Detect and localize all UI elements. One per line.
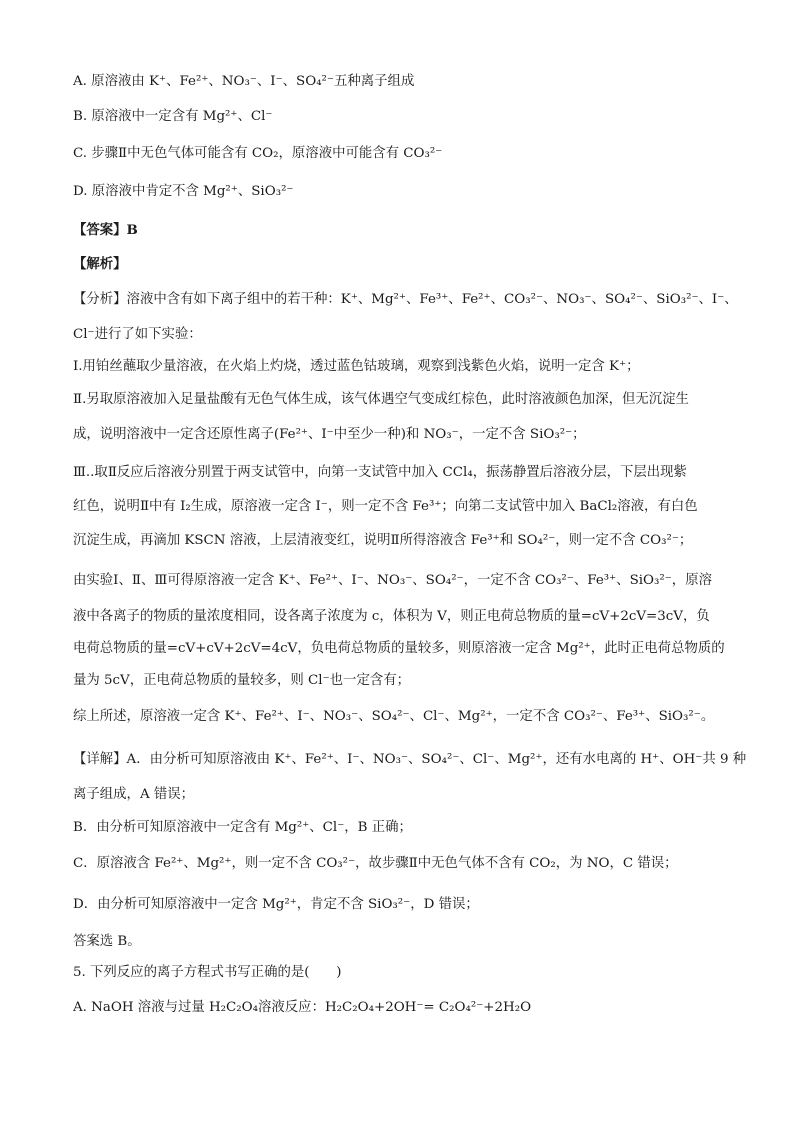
step-3-line: Ⅲ..取Ⅱ反应后溶液分别置于两支试管中，向第一支试管中加入 CCl₄，振荡静置后溶液分层，下层出现紫	[73, 465, 687, 480]
option-b: B. 原溶液中一定含有 Mg²⁺、Cl⁻	[73, 109, 273, 124]
question-5-stem: 5. 下列反应的离子方程式书写正确的是( )	[73, 965, 342, 980]
answer-line: 【答案】B	[73, 222, 138, 238]
answer-choice-line: 答案选 B。	[73, 934, 141, 949]
analysis-paragraph-line: Cl⁻进行了如下实验：	[73, 327, 202, 342]
inference-line: 由实验Ⅰ、Ⅱ、Ⅲ可得原溶液一定含 K⁺、Fe²⁺、I⁻、NO₃⁻、SO₄²⁻，一定不含 CO₃²⁻、Fe³⁺、SiO₃²⁻，原溶	[73, 573, 712, 588]
step-1-line: Ⅰ.用铂丝蘸取少量溶液，在火焰上灼烧，透过蓝色钴玻璃，观察到浅紫色火焰，说明一定含 K⁺；	[73, 359, 640, 374]
detail-line: 离子组成，A 错误；	[73, 787, 195, 802]
summary-line: 综上所述，原溶液一定含 K⁺、Fe²⁺、I⁻、NO₃⁻、SO₄²⁻、Cl⁻、Mg²⁺，一定不含 CO₃²⁻、Fe³⁺、SiO₃²⁻。	[73, 709, 715, 724]
inference-line: 量为 5cV，正电荷总物质的量较多，则 Cl⁻也一定含有；	[73, 673, 411, 688]
inference-line: 液中各离子的物质的量浓度相同，设各离子浓度为 c，体积为 V，则正电荷总物质的量=cV+2cV=3cV，负	[73, 609, 710, 624]
analysis-paragraph-line: 【分析】溶液中含有如下离子组中的若干种：K⁺、Mg²⁺、Fe³⁺、Fe²⁺、CO₃²⁻、NO₃⁻、SO₄²⁻、SiO₃²⁻、I⁻、	[73, 292, 738, 307]
option-a: A. 原溶液由 K⁺、Fe²⁺、NO₃⁻、I⁻、SO₄²⁻五种离子组成	[73, 74, 415, 89]
detail-line: D．由分析可知原溶液中一定含 Mg²⁺，肯定不含 SiO₃²⁻，D 错误；	[73, 897, 479, 912]
step-3-line: 红色，说明Ⅱ中有 I₂生成，原溶液一定含 I⁻，则一定不含 Fe³⁺；向第二支试管中加入 BaCl₂溶液，有白色	[73, 499, 698, 514]
detail-line: B．由分析可知原溶液中一定含有 Mg²⁺、Cl⁻，B 正确；	[73, 820, 412, 835]
option-d: D. 原溶液中肯定不含 Mg²⁺、SiO₃²⁻	[73, 184, 294, 199]
option-c: C. 步骤Ⅱ中无色气体可能含有 CO₂，原溶液中可能含有 CO₃²⁻	[73, 146, 443, 161]
detail-line: 【详解】A．由分析可知原溶液由 K⁺、Fe²⁺、I⁻、NO₃⁻、SO₄²⁻、Cl⁻、Mg²⁺，还有水电离的 H⁺、OH⁻共 9 种	[73, 752, 747, 767]
detail-line: C．原溶液含 Fe²⁺、Mg²⁺，则一定不含 CO₃²⁻，故步骤Ⅱ中无色气体不含有 CO₂，为 NO，C 错误；	[73, 856, 678, 871]
step-2-line: Ⅱ.另取原溶液加入足量盐酸有无色气体生成，该气体遇空气变成红棕色，此时溶液颜色加深，但无沉淀生	[73, 392, 689, 407]
question-5-option-a: A. NaOH 溶液与过量 H₂C₂O₄溶液反应：H₂C₂O₄+2OH⁻= C₂O₄²⁻+2H₂O	[73, 1000, 532, 1015]
step-2-line: 成，说明溶液中一定含还原性离子(Fe²⁺、I⁻中至少一种)和 NO₃⁻，一定不含 SiO₃²⁻；	[73, 427, 586, 442]
analysis-heading: 【解析】	[73, 256, 127, 272]
step-3-line: 沉淀生成，再滴加 KSCN 溶液，上层清液变红，说明Ⅱ所得溶液含 Fe³⁺和 SO₄²⁻，则一定不含 CO₃²⁻；	[73, 533, 693, 548]
inference-line: 电荷总物质的量=cV+cV+2cV=4cV，负电荷总物质的量较多，则原溶液一定含 Mg²⁺，此时正电荷总物质的	[73, 641, 725, 656]
